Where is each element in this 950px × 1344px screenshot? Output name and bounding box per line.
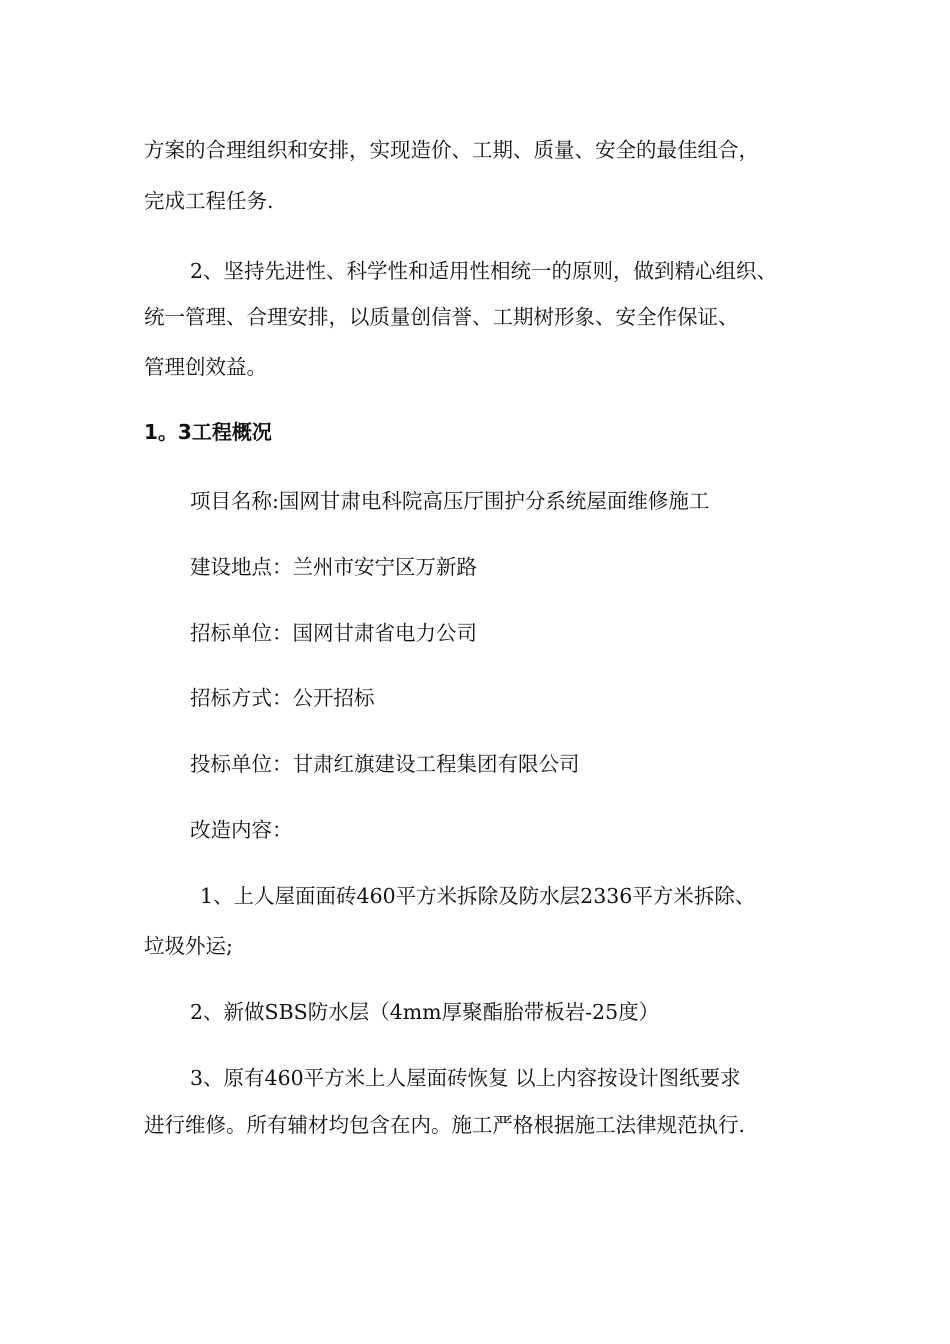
item-2: 2、新做SBS防水层（4mm厚聚酯胎带板岩-25度） [190, 1000, 660, 1024]
project-name: 项目名称:国网甘肃电科院高压厅围护分系统屋面维修施工 [190, 489, 710, 513]
section-heading: 1。3工程概况 [144, 420, 272, 444]
principle-2-line-2: 统一管理、合理安排，以质量创信誉、工期树形象、安全作保证、 [144, 305, 739, 329]
renovation-label: 改造内容： [190, 818, 293, 842]
item-1-line-1: 1、上人屋面面砖460平方米拆除及防水层2336平方米拆除、 [200, 884, 756, 908]
tender-unit: 招标单位：国网甘肃省电力公司 [190, 621, 477, 645]
intro-line-1: 方案的合理组织和安排，实现造价、工期、质量、安全的最佳组合， [144, 138, 759, 162]
tender-method: 招标方式：公开招标 [190, 686, 375, 710]
intro-line-2: 完成工程任务. [144, 189, 274, 213]
item-3-line-1: 3、原有460平方米上人屋面砖恢复 以上内容按设计图纸要求 [190, 1066, 741, 1090]
bidder-unit: 投标单位：甘肃红旗建设工程集团有限公司 [190, 752, 580, 776]
item-1-line-2: 垃圾外运; [144, 934, 233, 958]
principle-2-line-1: 2、坚持先进性、科学性和适用性相统一的原则，做到精心组织、 [190, 259, 778, 283]
construction-location: 建设地点：兰州市安宁区万新路 [190, 555, 477, 579]
principle-2-line-3: 管理创效益。 [144, 355, 267, 379]
item-3-line-2: 进行维修。所有辅材均包含在内。施工严格根据施工法律规范执行. [144, 1113, 746, 1137]
